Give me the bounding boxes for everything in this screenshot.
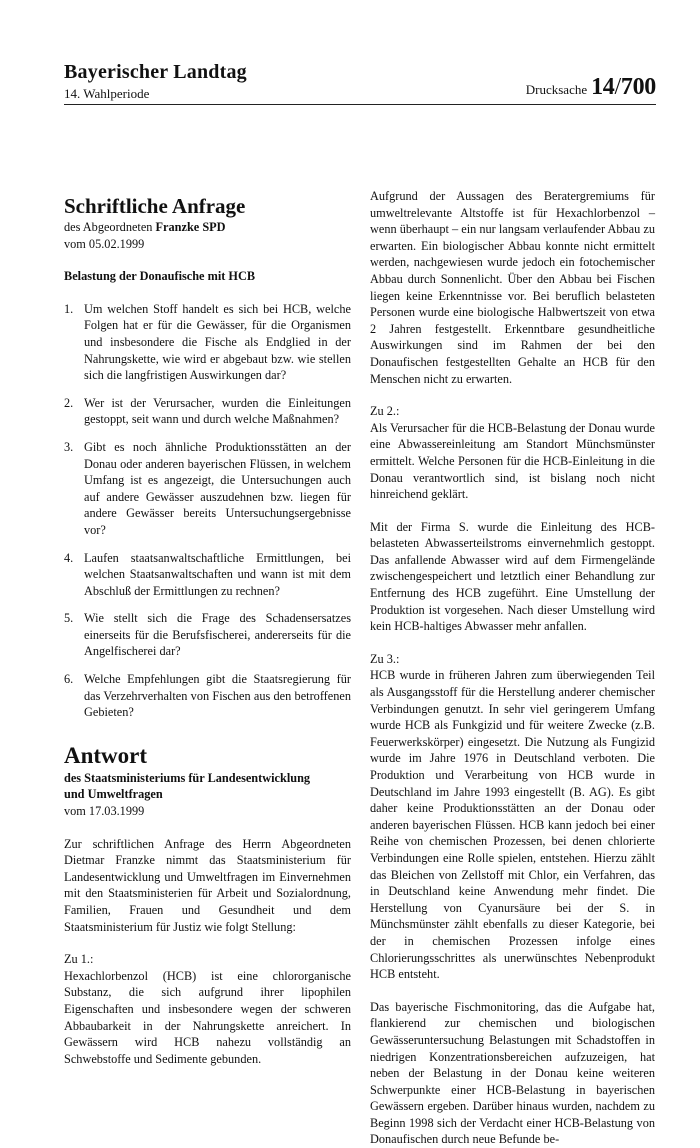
- drucksache-serial: 700: [620, 74, 656, 100]
- zu2-text-2: Mit der Firma S. wurde die Einleitung des HCB-belasteten Abwasserteilstroms einvernehmlich gestoppt. Das anfallende Abwasser wird auf dem Firmengelände zwischengespeichert und letztlich einer Behandlung zur Entfernung des HCB zugeführt. Eine Umstellung der Produktion ist vorgesehen. Nach dieser Umstellung wird kein HCB-haltiges Abwasser mehr anfallen.: [370, 519, 655, 634]
- question-text: Um welchen Stoff handelt es sich bei HCB, welche Folgen hat er für die Gewässer, für die Organismen und insbesondere die Fische als Endglied in der Nahrungskette, wie wird er abgebaut bzw. wie stellen sich die langfristigen Auswirkungen dar?: [84, 301, 351, 383]
- question-text: Welche Empfehlungen gibt die Staatsregierung für das Verzehrverhalten von Fischen aus den betroffenen Gebieten?: [84, 672, 351, 720]
- question-number: 3.: [64, 439, 74, 454]
- drucksache-label: Drucksache: [525, 82, 588, 97]
- zu2-label: Zu 2.:: [370, 404, 400, 419]
- right-column: [370, 188, 655, 1148]
- antwort-title: Antwort: [64, 742, 148, 768]
- zu3-label: Zu 3.:: [370, 651, 400, 666]
- left-column: [64, 193, 351, 1067]
- question-number: 5.: [64, 611, 74, 626]
- zu1-continued: Aufgrund der Aussagen des Beratergremiums für umweltrelevante Altstoffe ist für Hexachlorbenzol – wenn überhaupt – ein nur langsam verlaufender Abbau zu erwarten. Ein biologischer Abbau konnte nicht ermittelt werden, nachgewiesen wurde jedoch ein fotochemischer Abbau durch Sonnenlicht. Über den Abbau bei Fischen liegen keine Erkenntnisse vor. Bei beruflich belasteten Personen wurde eine biologische Halbwertszeit von etwa 2 Jahren festgestellt. Erkenntbare gesundheitliche Auswirkungen sind im Rahmen der bei den Donaufischen festgestellten Gehalte an HCB für den Menschen nicht zu erwarten.: [370, 189, 655, 386]
- question-number: 2.: [64, 395, 74, 410]
- header-rule: [64, 104, 656, 105]
- parliament-name: Bayerischer Landtag: [64, 61, 247, 83]
- document-header: [64, 60, 656, 101]
- question-number: 1.: [64, 301, 74, 316]
- zu2-text-1: Als Verursacher für die HCB-Belastung der Donau wurde eine Abwassereinleitung am Standort Münchsmünster ermittelt. Welche Personen für die HCB-Einleitung in die Donau verantwortlich sind, ist bislang noch nicht hinreichend geklärt.: [370, 420, 655, 502]
- antwort-ministry-line2: und Umweltfragen: [64, 787, 163, 802]
- anfrage-author: [64, 219, 351, 236]
- question-text: Wie stellt sich die Frage des Schadensersatzes einerseits für die Berufsfischerei, andererseits für die Angelfischerei dar?: [84, 611, 351, 659]
- question-item: [64, 301, 351, 384]
- antwort-date: vom 17.03.1999: [64, 804, 145, 819]
- question-number: 6.: [64, 672, 74, 687]
- question-text: Gibt es noch ähnliche Produktionsstätten an der Donau oder anderen bayerischen Flüssen, in welchem Umfang ist es angezeigt, die Untersuchungen auch auf andere Gewässer auszudehnen bzw. liegen für andere Gewässer bereits Untersuchungsergebnisse vor?: [84, 439, 351, 537]
- anfrage-author-prefix: des Abgeordneten: [64, 220, 156, 234]
- drucksache-period: 14: [591, 74, 615, 100]
- anfrage-date: vom 05.02.1999: [64, 236, 145, 251]
- drucksache-number: [526, 74, 656, 101]
- question-number: 4.: [64, 550, 74, 565]
- zu3-text-1: HCB wurde in früheren Jahren zum überwiegenden Teil als Ausgangsstoff für die Herstellung anderer chemischer Verbindungen genutzt. In sehr viel geringerem Umfang wurde HCB als Funkgizid und für weitere Zwecke (z.B. Feuerwerkskörper) eingesetzt. Die Nutzung als Fungizid wurde im Jahre 1976 in Deutschland verboten. Die Produktion und Verarbeitung von HCB wurde in Deutschland im Jahre 1993 eingestellt (B. AG). Es gibt daher keine Produktionsstätten an der Donau oder anderen bayerischen Flüssen. HCB kann jedoch bei einer Reihe von chemischen Prozessen, bei denen chlorierte Verbindungen eine Rolle spielen, entstehen. Hierzu zählt das Bleichen von Zellstoff mit Chlor, ein Verfahren, das in Deutschland keine Anwendung mehr findet. Die Herstellung von Cyanursäure bei der S. in Münchsmünster zählt ebenfalls zu dieser Kategorie, bei der in chemischen Prozessen infolge eines Chlorierungsschrittes als unerwünschtes Nebenprodukt HCB entsteht.: [370, 668, 655, 982]
- antwort-intro: Zur schriftlichen Anfrage des Herrn Abgeordneten Dietmar Franzke nimmt das Staatsministerium für Landesentwicklung und Umweltfragen im Einvernehmen mit den Staatsministerien für Arbeit und Sozialordnung, Familien, Frauen und Gesundheit und dem Staatsministerium für Justiz wie folgt Stellung:: [64, 836, 351, 934]
- question-item: [64, 439, 351, 539]
- question-text: Wer ist der Verursacher, wurden die Einleitungen gestoppt, seit wann und durch welche Maßnahmen?: [84, 395, 351, 427]
- question-item: [64, 550, 351, 600]
- question-list: [64, 301, 351, 721]
- anfrage-subject: Belastung der Donaufische mit HCB: [64, 269, 256, 284]
- antwort-ministry-line1: des Staatsministeriums für Landesentwicklung: [64, 770, 311, 785]
- zu3-text-2: Das bayerische Fischmonitoring, das die Aufgabe hat, flankierend zur chemischen und biologischen Gewässeruntersuchung Belastungen mit Schadstoffen in niedrigen Konzentrationsbereichen aufzuzeigen, hat neben der Belastung in der Donau keine weiteren Schwerpunkte einer HCB-Belastung in bayerischen Gewässern ergeben. Darüber hinaus wurden, nachdem zu Beginn 1998 sich der Verdacht einer HCB-Belastung von Donaufischen durch neue Befunde be-: [370, 999, 655, 1147]
- anfrage-title: Schriftliche Anfrage: [64, 194, 246, 218]
- zu1-label: Zu 1.:: [64, 952, 94, 967]
- zu1-text: Hexachlorbenzol (HCB) ist eine chlororganische Substanz, die sich aufgrund ihrer lipophilen Eigenschaften und insbesondere wegen der schweren Abbaubarkeit in der Nahrungskette anreichert. In Gewässern wird HCB nahezu vollständig an Schwebstoffe und Sedimente gebunden.: [64, 968, 351, 1066]
- drucksache-id: 14/700: [591, 74, 656, 100]
- election-period: 14. Wahlperiode: [64, 86, 150, 101]
- question-item: [64, 395, 351, 428]
- question-text: Laufen staatsanwaltschaftliche Ermittlungen, bei welchen Staatsanwaltschaften und wann ist mit dem Abschluß der Ermittlungen zu rechnen?: [84, 550, 351, 598]
- anfrage-author-name: Franzke SPD: [155, 220, 226, 234]
- question-item: [64, 671, 351, 721]
- question-item: [64, 610, 351, 660]
